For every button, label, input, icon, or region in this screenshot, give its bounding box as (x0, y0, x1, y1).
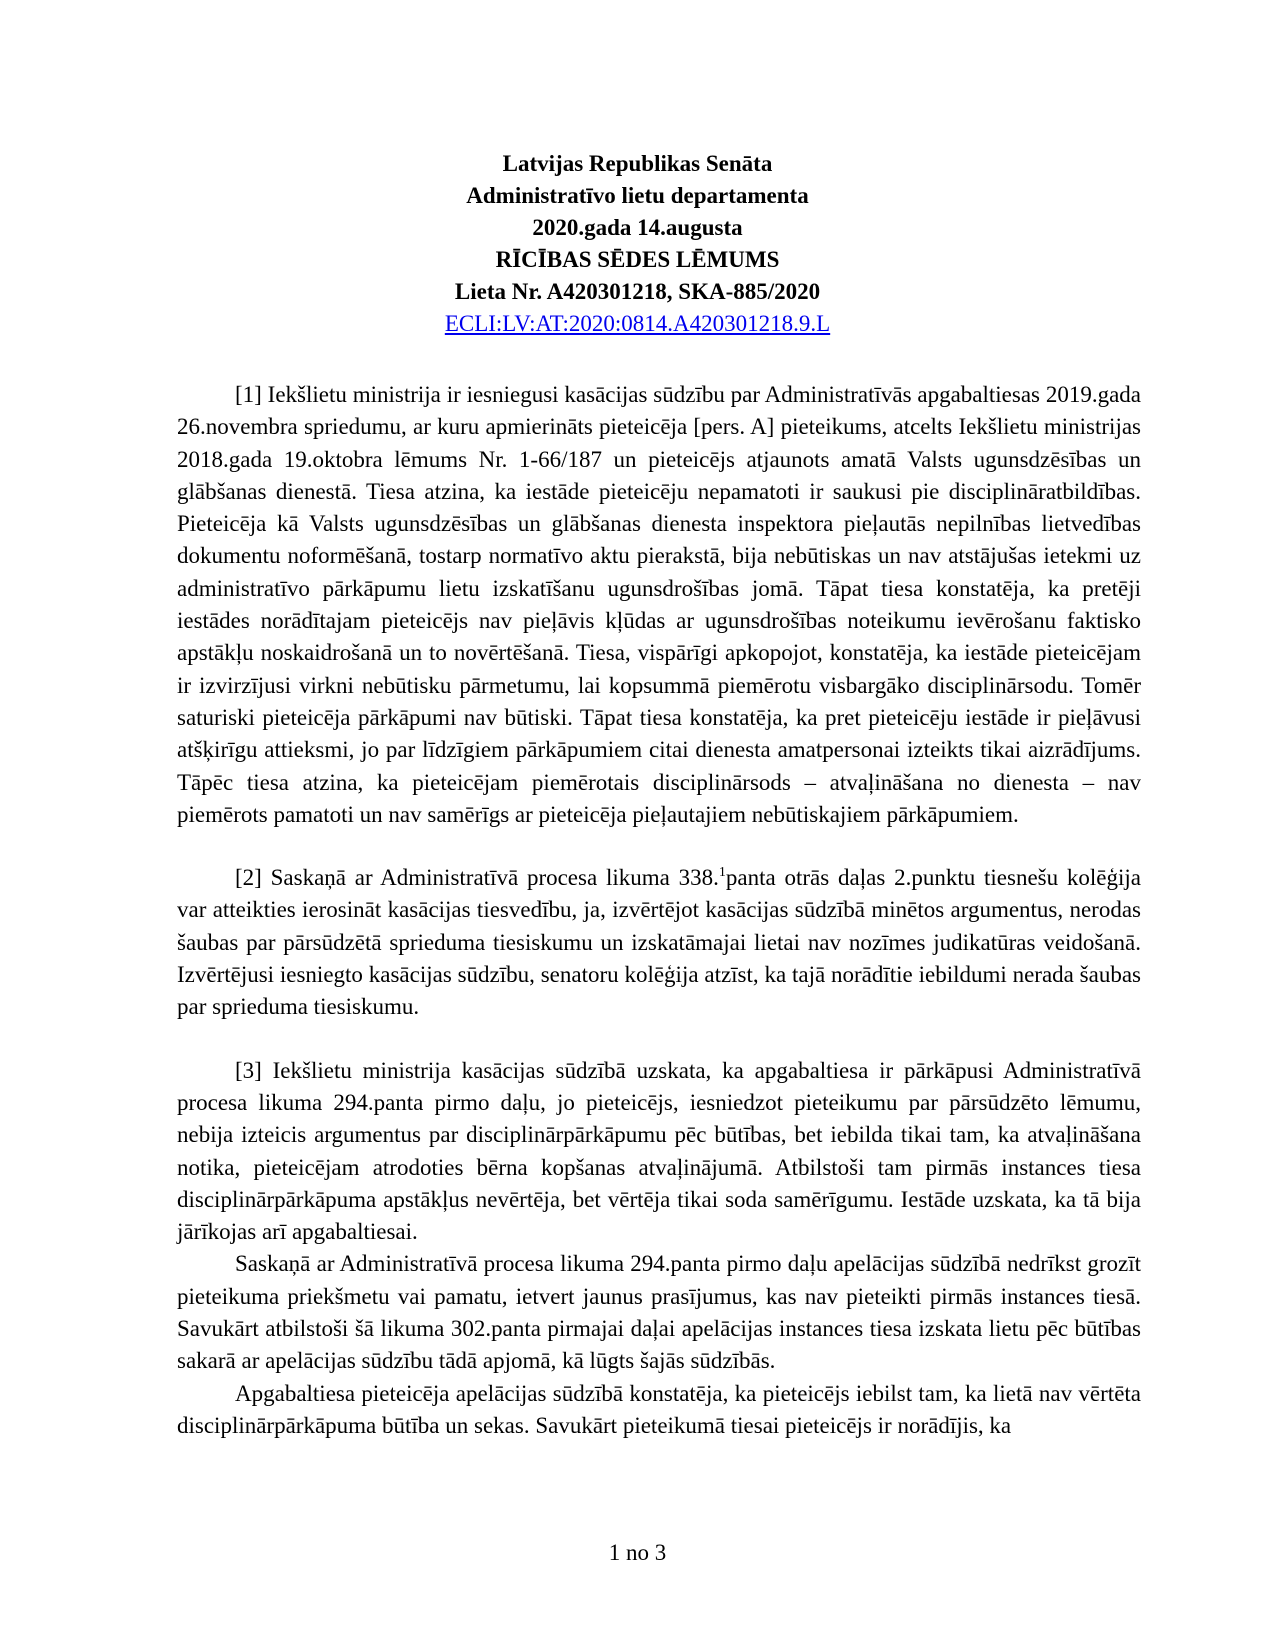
paragraph-3: [3] Iekšlietu ministrija kasācijas sūdzībā uzskata, ka apgabaltiesa ir pārkāpusi Administratīvā procesa likuma 294.panta pirmo daļu, jo pieteicējs, iesniedzot pieteikumu par pārsūdzēto lēmumu, nebija izteicis argumentus par disciplinārpārkāpumu pēc būtības, bet iebilda tikai tam, ka atvaļināšana notika, pieteicējam atrodoties bērna kopšanas atvaļinājumā. Atbilstoši tam pirmās instances tiesa disciplinārpārkāpuma apstākļus nevērtēja, bet vērtēja tikai soda samērīgumu. Iestāde uzskata, ka tā bija jārīkojas arī apgabaltiesai. (177, 1057, 1141, 1245)
article-superscript: 1 (718, 865, 726, 881)
court-name: Latvijas Republikas Senāta (502, 151, 773, 176)
document-type: RĪCĪBAS SĒDES LĒMUMS (495, 247, 780, 272)
case-number: Lieta Nr. A420301218, SKA-885/2020 (454, 279, 821, 304)
paragraph-2 (177, 862, 1141, 1023)
paragraph-1: [1] Iekšlietu ministrija ir iesniegusi kasācijas sūdzību par Administratīvās apgabaltiesas 2019.gada 26.novembra spriedumu, ar kuru apmierināts pieteicēja [pers. A] pieteikums, atcelts Iekšlietu ministrijas 2018.gada 19.oktobra lēmums Nr. 1-66/187 un pieteicējs atjaunots amatā Valsts ugunsdzēsības un glābšanas dienestā. Tiesa atzina, ka iestāde pieteicēju nepamatoti ir saukusi pie disciplināratbildības. Pieteicēja kā Valsts ugunsdzēsības un glābšanas dienesta inspektora pieļautās nepilnības lietvedības dokumentu noformēšanā, tostarp normatīvo aktu pierakstā, bija nebūtiskas un nav atstājušas ietekmi uz administratīvo pārkāpumu lietu izskatīšanu ugunsdrošības jomā. Tāpat tiesa konstatēja, ka pretēji iestādes norādītajam pieteicējs nav pieļāvis kļūdas ar ugunsdrošības noteikumu ievērošanu faktisko apstākļu noskaidrošanā un to novērtēšanā. Tiesa, vispārīgi apkopojot, konstatēja, ka iestāde pieteicējam ir izvirzījusi virkni nebūtisku pārmetumu, lai kopsummā piemērotu visbargāko disciplinārsodu. Tomēr saturiski pieteicēja pārkāpumi nav būtiski. Tāpat tiesa konstatēja, ka pret pieteicēju iestāde ir pieļāvusi atšķirīgu attieksmi, jo par līdzīgiem pārkāpumiem citai dienesta amatpersonai izteikts tikai aizrādījums. Tāpēc tiesa atzina, ka pieteicējam piemērotais disciplinārsods – atvaļināšana no dienesta – nav piemērots pamatoti un nav samērīgs ar pieteicēja pieļautajiem nebūtiskajiem pārkāpumiem. (177, 382, 1141, 827)
ecli-link[interactable]: ECLI:LV:AT:2020:0814.A420301218.9.L (444, 311, 831, 336)
decision-date: 2020.gada 14.augusta (532, 215, 743, 240)
document-header (0, 148, 1275, 340)
paragraph-2-text-start: [2] Saskaņā ar Administratīvā procesa likuma 338. (235, 865, 719, 891)
document-body (177, 379, 1141, 1442)
page-number: 1 no 3 (608, 1540, 667, 1565)
paragraph-5: Apgabaltiesa pieteicēja apelācijas sūdzībā konstatēja, ka pieteicējs iebilst tam, ka lietā nav vērtēta disciplinārpārkāpuma būtība un sekas. Savukārt pieteikumā tiesai pieteicējs ir norādījis, ka (177, 1380, 1141, 1438)
department-name: Administratīvo lietu departamenta (466, 183, 809, 208)
paragraph-2-text-end: panta otrās daļas 2.punktu tiesnešu kolēģija var atteikties ierosināt kasācijas tiesvedību, ja, izvērtējot kasācijas sūdzībā minētos argumentus, nerodas šaubas par pārsūdzētā sprieduma tiesiskumu un izskatāmajai lietai nav nozīmes judikatūras veidošanā. Izvērtējusi iesniegto kasācijas sūdzību, senatoru kolēģija atzīst, ka tajā norādītie iebildumi nerada šaubas par sprieduma tiesiskumu. (177, 865, 1141, 1020)
paragraph-4: Saskaņā ar Administratīvā procesa likuma 294.panta pirmo daļu apelācijas sūdzībā nedrīkst grozīt pieteikuma priekšmetu vai pamatu, ietvert jaunus prasījumus, kas nav pieteikti pirmās instances tiesā. Savukārt atbilstoši šā likuma 302.panta pirmajai daļai apelācijas instances tiesa izskata lietu pēc būtības sakarā ar apelācijas sūdzību tādā apjomā, kā lūgts šajās sūdzībās. (177, 1251, 1141, 1374)
